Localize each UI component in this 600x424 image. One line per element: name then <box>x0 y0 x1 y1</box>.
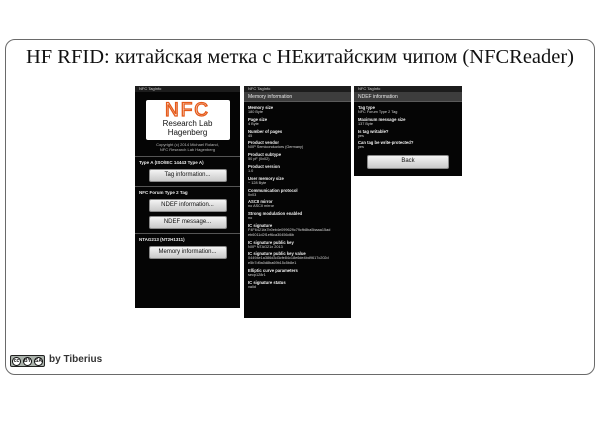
ndef-information-button[interactable]: NDEF information... <box>149 199 227 212</box>
info-value: ~ 128 Byte <box>248 180 267 185</box>
info-value: NXP NTAG21x 2013 <box>248 244 283 249</box>
info-label: Tag type <box>358 105 375 110</box>
list-item <box>248 140 347 150</box>
list-item <box>248 251 347 266</box>
info-value: yes <box>358 145 364 150</box>
list-item <box>248 129 347 139</box>
ndef-info-list <box>354 102 462 150</box>
list-item <box>248 240 347 250</box>
slide-title: HF RFID: китайская метка с НЕкитайским чипом (NFCReader) <box>25 46 575 68</box>
info-value: 137 Byte <box>358 121 373 126</box>
list-item <box>358 140 458 150</box>
info-value: yes <box>358 133 364 138</box>
memory-info-list <box>244 102 351 290</box>
nfc-research-lab-logo <box>146 100 230 140</box>
info-value: valid <box>248 284 256 289</box>
info-label: Communication protocol <box>248 187 298 193</box>
info-label: Page size <box>248 116 268 122</box>
tag-information-button[interactable]: Tag information... <box>149 169 227 182</box>
info-value: NXP Semiconductors (Germany) <box>248 145 304 150</box>
author-credit: by Tiberius <box>49 354 103 365</box>
back-button[interactable]: Back <box>367 155 449 169</box>
app-title-bar: NFC TagInfo <box>135 86 240 92</box>
info-value: no ASCII mirror <box>248 204 274 209</box>
logo-line-1: Research Lab <box>162 119 213 128</box>
list-item <box>248 199 347 209</box>
ndef-message-button[interactable]: NDEF message... <box>149 216 227 229</box>
list-item <box>248 105 347 115</box>
cc-icon: cc <box>13 358 20 364</box>
info-label: Product vendor <box>248 140 279 146</box>
by-icon: BY <box>24 358 31 364</box>
divider <box>135 186 240 187</box>
list-item <box>248 211 347 221</box>
section-label-type-a: Type A (ISO/IEC 14443 Type A) <box>139 160 204 165</box>
divider <box>135 156 240 157</box>
phone-screen-memory-info <box>244 86 351 318</box>
info-label: IC signature public key <box>248 239 294 245</box>
list-item <box>248 152 347 162</box>
info-label: IC signature status <box>248 279 286 285</box>
list-item <box>248 176 347 186</box>
copyright-line-2: NFC Research Lab Hagenberg <box>159 147 216 152</box>
app-title-bar: NFC TagInfo <box>354 86 462 92</box>
info-value: 1.0 <box>248 168 254 173</box>
divider <box>135 233 240 234</box>
info-label: Is tag writable? <box>358 128 389 134</box>
screen-header: NDEF information <box>354 92 462 102</box>
memory-information-button[interactable]: Memory information... <box>149 246 227 259</box>
info-value: F4F6421fa7b0eb4e099629c79cfb8ba5baaa15ad <box>248 227 331 232</box>
list-item <box>358 117 458 127</box>
list-item <box>358 105 458 115</box>
list-item <box>248 164 347 174</box>
list-item <box>248 280 347 290</box>
info-label: Can tag be write-protected? <box>358 140 414 146</box>
cc-by-sa-badge[interactable] <box>10 355 45 367</box>
copyright-line-1: Copyright (c) 2014 Michael Roland, <box>156 142 219 147</box>
info-label: User memory size <box>248 175 284 181</box>
section-label-type2: NFC Forum Type 2 Tag <box>139 190 188 195</box>
list-item <box>358 129 458 139</box>
info-value: NFC Forum Type 2 Tag <box>358 110 398 114</box>
info-label: Number of pages <box>248 128 283 134</box>
info-label: IC signature public key value <box>248 251 306 257</box>
info-label: Elliptic curve parameters <box>248 267 298 273</box>
info-label: Memory size <box>248 105 274 110</box>
info-value: 04494e1a386d3d3cfe84c18e6de4bd9617c202d <box>248 256 329 261</box>
info-value: eb6011d2f1ef6ca30456d6b <box>248 232 294 237</box>
list-item <box>248 223 347 238</box>
info-value: e5b7d9a0d8ba69b15c5b8e1 <box>248 261 297 266</box>
screen-header: Memory information <box>244 92 351 102</box>
list-item <box>248 268 347 278</box>
info-value: 0x03 <box>248 192 257 197</box>
info-label: ASCII mirror <box>248 199 273 205</box>
info-value: 50 pF (0x02) <box>248 157 270 162</box>
phone-screen-ndef-info <box>354 86 462 176</box>
info-label: Strong modulation enabled <box>248 211 303 217</box>
info-value: 45 <box>248 133 253 138</box>
logo-nfc-text: NFC <box>164 100 211 121</box>
info-label: Product subtype <box>248 152 282 158</box>
info-value: 4 Byte <box>248 121 259 126</box>
logo-line-2: Hagenberg <box>167 128 208 137</box>
list-item <box>248 188 347 198</box>
sa-icon: SA <box>35 358 42 364</box>
info-label: Maximum message size <box>358 116 406 122</box>
info-label: Product version <box>248 163 280 169</box>
info-label: IC signature <box>248 222 273 228</box>
phone-screen-main <box>135 86 240 308</box>
list-item <box>248 117 347 127</box>
info-value: no <box>248 216 253 221</box>
section-label-ntag213: NTAG213 (NT2H1311) <box>139 237 185 242</box>
info-value: secp128r1 <box>248 272 266 277</box>
info-value: 180 Byte <box>248 110 263 114</box>
app-title-bar: NFC TagInfo <box>244 86 351 92</box>
